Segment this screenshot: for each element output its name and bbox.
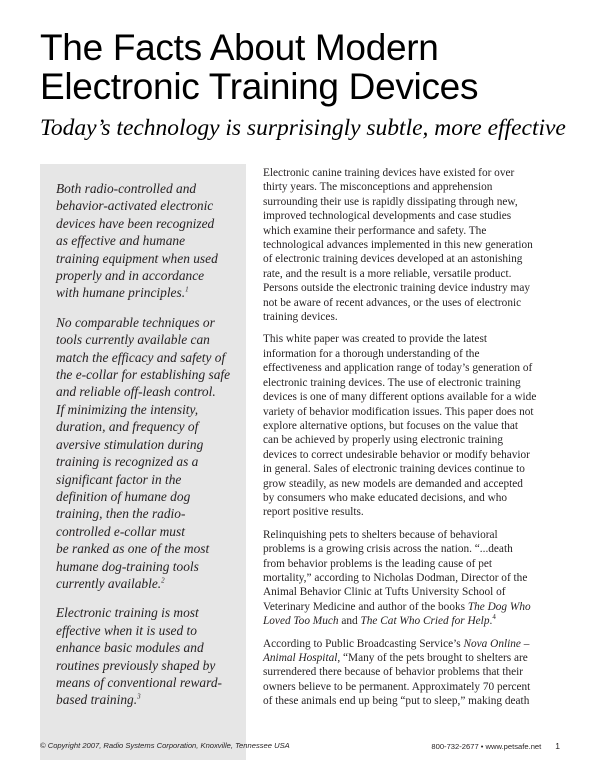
- text-line: Loved Too Much and The Cat Who Cried for Help.$^4$: [263, 613, 496, 628]
- footer-contact: [431, 741, 560, 751]
- book-title: The Dog Who: [467, 600, 531, 613]
- text-line: If minimizing the intensity,: [56, 401, 199, 417]
- body-paragraph-2: [263, 332, 567, 519]
- text-line: can be achieved by properly using electronic training: [263, 434, 503, 447]
- text-line: the e-collar for establishing safe: [56, 367, 231, 383]
- page-subtitle: Today’s technology is surprisingly subtle, more effective: [40, 115, 566, 141]
- text-line: significant factor in the: [56, 471, 182, 487]
- body-paragraph-4: [263, 637, 567, 709]
- program-title: Nova Online –: [463, 637, 530, 650]
- text-line: behavior-activated electronic: [56, 198, 214, 214]
- text-line: information for a thorough understanding of the: [263, 347, 480, 360]
- copyright-notice: © Copyright 2007, Radio Systems Corporation, Knoxville, Tennessee USA: [40, 741, 290, 750]
- text-line: Both radio-controlled and: [56, 181, 197, 196]
- book-title: Loved Too Much: [263, 615, 339, 628]
- text-line: grow steadily, as new models are demanded and accepted: [263, 477, 523, 490]
- text-line: in general. Sales of electronic training devices continue to: [263, 463, 525, 476]
- text-line: This white paper was created to provide the latest: [263, 333, 487, 346]
- text-line: based training.$^3$: [56, 692, 141, 708]
- body-paragraph-3: [263, 528, 567, 629]
- text-line: Relinquishing pets to shelters because of behavioral: [263, 528, 498, 541]
- text-line: tools currently available can: [56, 332, 210, 348]
- book-title: The Cat Who Cried for Help: [360, 615, 490, 628]
- text-line: match the efficacy and safety of: [56, 349, 226, 365]
- sidebar-quote-box: [40, 164, 246, 760]
- text-line: training, then the radio-: [56, 506, 186, 522]
- text-line: electronic training devices. The use of electronic training: [263, 376, 521, 389]
- text-line: by consumers who make educated decisions, and who: [263, 491, 508, 504]
- text-line: aversive stimulation during: [56, 436, 204, 452]
- footnote-ref: 1: [185, 285, 189, 294]
- text-line: means of conventional reward-: [56, 674, 222, 690]
- text-line: variety of behavior modification issues. This paper does not: [263, 405, 534, 418]
- text-line: currently available.$^2$: [56, 575, 165, 591]
- text-line: Veterinary Medicine and author of the books The Dog Who: [263, 600, 531, 613]
- text-line: controlled e-collar must: [56, 523, 185, 539]
- text-line: improved technological developments and case studies: [263, 210, 512, 223]
- text-line: with humane principles.$^1$: [56, 285, 189, 301]
- text-line: from behavior problems is the leading cause of pet: [263, 557, 493, 570]
- contact-info: 800-732-2677 • www.petsafe.net: [431, 742, 542, 751]
- footnote-ref: 2: [161, 576, 165, 585]
- text-line: enhance basic modules and: [56, 640, 204, 656]
- text-line: devices have been recognized: [56, 215, 215, 231]
- text-line: training is recognized as a: [56, 454, 199, 470]
- text-line: properly and in accordance: [56, 268, 205, 284]
- text-line: No comparable techniques or: [56, 314, 215, 330]
- footnote-ref: 4: [492, 613, 496, 622]
- text-line: Animal Behavior Clinic at Tufts University School of: [263, 586, 506, 599]
- text-line: devices is one of many different options available for a wide: [263, 391, 537, 404]
- main-body-column: [263, 166, 567, 717]
- text-line: surrounding their use is rapidly dissipating through new,: [263, 195, 518, 208]
- text-line: be ranked as one of the most: [56, 541, 210, 557]
- text-line: Persons outside the electronic training device industry may: [263, 282, 530, 295]
- text-line: which examine their performance and safety. The: [263, 224, 487, 237]
- text-line: humane dog-training tools: [56, 558, 199, 574]
- text-line: training equipment when used: [56, 250, 218, 266]
- footnote-ref: 3: [137, 692, 141, 701]
- page-number: 1: [555, 741, 560, 751]
- text-line: Electronic training is most: [56, 605, 199, 621]
- sidebar-paragraph-1: [56, 180, 232, 302]
- text-line: effective when it is used to: [56, 622, 197, 638]
- text-line: of electronic training devices developed at an astonishing: [263, 253, 523, 266]
- text-line: duration, and frequency of: [56, 419, 199, 435]
- text-line: devices to correct undesirable behavior or modify behavior: [263, 448, 530, 461]
- text-line: problems is a growing crisis across the nation. “...death: [263, 543, 513, 556]
- text-line: report positive results.: [263, 506, 364, 519]
- text-line: thirty years. The misconceptions and apprehension: [263, 181, 493, 194]
- page-title: [40, 28, 580, 106]
- text-line: technological advances implemented in this new generation: [263, 239, 533, 252]
- text-line: and reliable off-leash control.: [56, 384, 216, 400]
- text-line: training devices.: [263, 311, 338, 324]
- body-paragraph-1: [263, 166, 567, 324]
- text-line: of these animals end up being “put to sleep,” making death: [263, 695, 530, 708]
- text-line: mortality,” according to Nicholas Dodman, Director of the: [263, 571, 528, 584]
- program-title: Animal Hospital: [263, 652, 338, 664]
- title-line-2: Electronic Training Devices: [40, 66, 479, 107]
- text-line: Electronic canine training devices have existed for over: [263, 167, 515, 179]
- text-line: rate, and the result is a more reliable, versatile product.: [263, 267, 512, 280]
- text-line: explore alternative options, but focuses on the value that: [263, 419, 519, 432]
- text-line: definition of humane dog: [56, 488, 191, 504]
- text-line: not be aware of recent advances, or the uses of electronic: [263, 296, 522, 309]
- text-line: Animal Hospital, “Many of the pets brought to shelters are: [263, 652, 528, 664]
- title-line-1: The Facts About Modern: [40, 27, 439, 68]
- sidebar-paragraph-3: [56, 604, 232, 708]
- text-line: According to Public Broadcasting Service’s Nova Online –: [263, 637, 530, 650]
- text-line: routines previously shaped by: [56, 657, 216, 673]
- text-line: effectiveness and application range of today’s generation of: [263, 362, 533, 375]
- text-line: owners believe to be permanent. Approximately 70 percent: [263, 680, 531, 693]
- text-line: surrendered there because of behavior problems that their: [263, 666, 524, 679]
- sidebar-paragraph-2: [56, 314, 232, 593]
- page-footer: [40, 741, 560, 755]
- text-line: as effective and humane: [56, 233, 186, 249]
